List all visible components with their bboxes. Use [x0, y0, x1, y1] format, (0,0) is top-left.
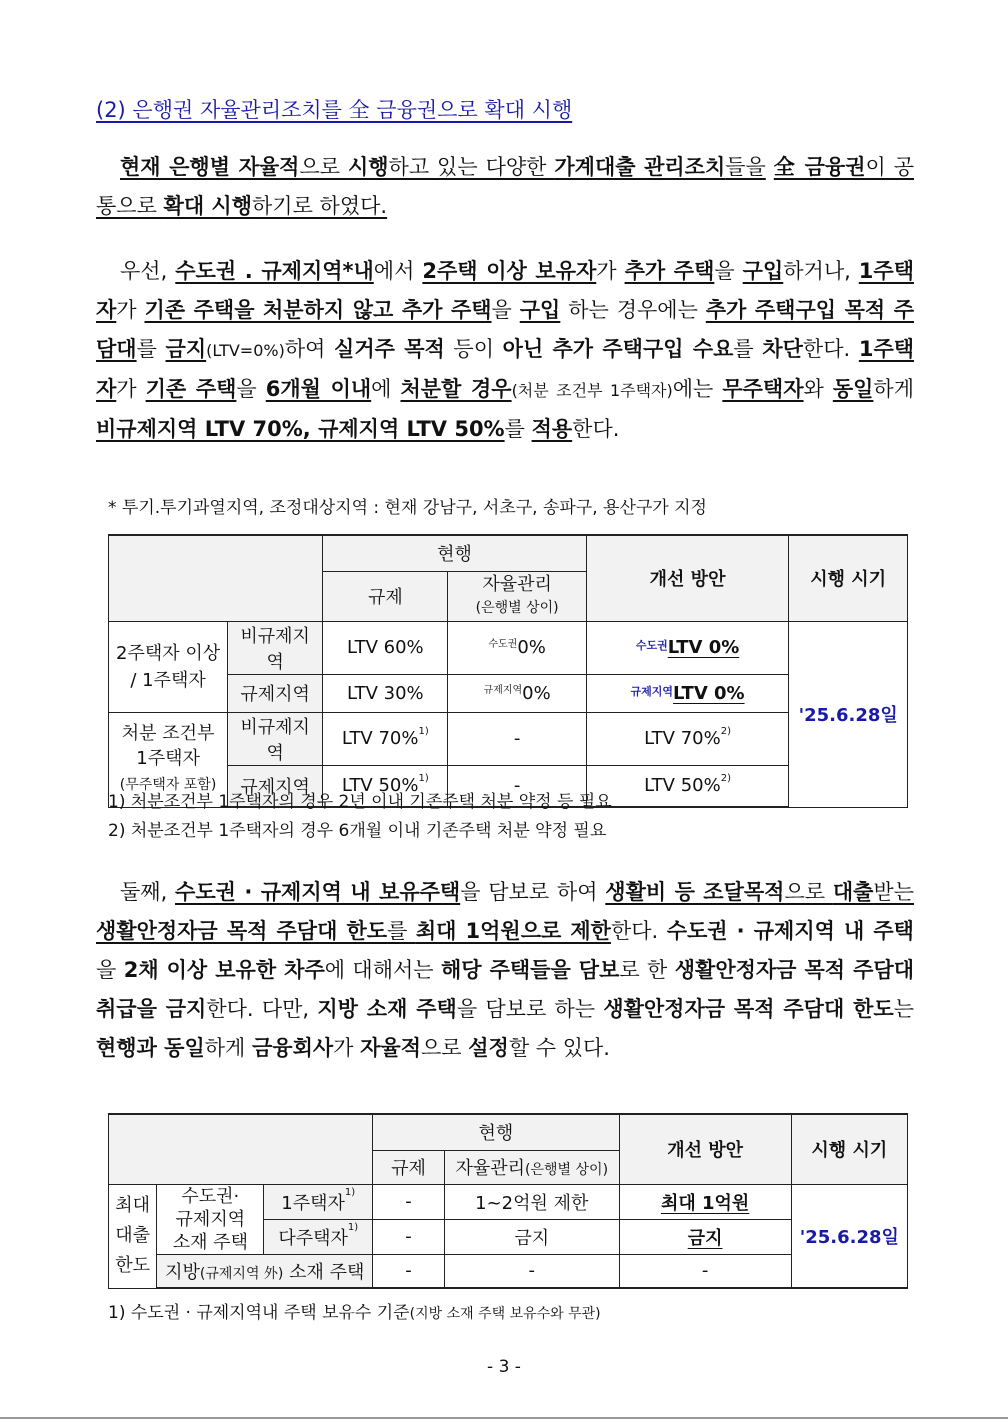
p3-span: 둘째,	[120, 880, 176, 904]
p3-span: 할 수 있다.	[508, 1036, 610, 1060]
p3-span: 생활비 등 조달목적	[605, 880, 785, 904]
row-label: 비규제지역	[228, 712, 323, 765]
group-line: 한도	[115, 1255, 151, 1276]
p2-span: (LTV=0%)	[206, 341, 285, 360]
p2-span: 금지	[165, 337, 207, 361]
p3-span: 을 담보로 하여	[460, 880, 606, 904]
table1-notes	[108, 788, 612, 846]
group-capital-area	[157, 1184, 264, 1254]
cell-sup: 2)	[720, 773, 731, 785]
header-self-label: 자율관리	[455, 1158, 526, 1179]
p2-span: 을	[714, 259, 743, 283]
p3-span: 는	[893, 997, 914, 1021]
cell-value: 금지	[687, 1227, 723, 1249]
ltv-table	[108, 534, 908, 808]
p1-span: 하기로 하였다.	[252, 194, 388, 218]
p3-span: 2채 이상 보유한 차주	[123, 958, 325, 982]
cell-value: LTV 70%	[341, 728, 419, 749]
p2-span: 1주택자	[96, 337, 915, 401]
paragraph-3	[96, 873, 914, 1068]
header-self-management	[444, 1150, 619, 1184]
header-self-management	[448, 571, 586, 621]
cell-self	[448, 674, 586, 712]
p3-span: 받는	[873, 880, 914, 904]
header-time: 시행 시기	[789, 535, 908, 621]
p2-span: 추가 주택	[624, 259, 715, 283]
p3-span: 에 대해서는	[324, 958, 441, 982]
table-corner	[109, 1114, 373, 1184]
header-improve: 개선 방안	[619, 1114, 791, 1184]
cell-regulation: -	[373, 1184, 445, 1219]
p2-span: 처분할 경우	[400, 377, 512, 401]
group-line: 최대	[115, 1195, 151, 1216]
cell-regulation: LTV 30%	[323, 674, 448, 712]
cell-sup: 수도권	[488, 639, 518, 650]
p2-span: 기존 주택	[145, 377, 237, 401]
header-self-sub: (은행별 상이)	[475, 599, 559, 616]
p3-span: 설정	[468, 1036, 509, 1060]
p3-span: 을 담보로 하는	[456, 997, 604, 1021]
p3-span: 자율적	[360, 1036, 421, 1060]
p3-span: 생활안정자금 목적 주담대 취급을 금지	[96, 958, 914, 1021]
group-line: 수도권·	[181, 1185, 240, 1207]
cell-value: 0%	[522, 682, 551, 704]
p2-span: 한다.	[572, 417, 620, 441]
p2-span: 에서	[373, 259, 423, 283]
p3-span: 가	[333, 1036, 361, 1060]
cell-improve	[586, 712, 789, 765]
cell-sup: 규제지역	[483, 684, 523, 696]
p3-span: 수도권 · 규제지역 내 보유주택	[175, 880, 461, 904]
section-title: (2) 은행권 자율관리조치를 全 금융권으로 확대 시행	[96, 98, 573, 122]
row-label: 규제지역	[228, 765, 323, 807]
time-cell: '25.6.28일	[789, 621, 908, 807]
group-line: 소재 주택	[172, 1231, 248, 1253]
p3-span: 를	[387, 919, 416, 943]
cell-improve	[586, 674, 789, 712]
p2-span: 하는 경우에는	[560, 298, 706, 322]
note-text: 1) 수도권 · 규제지역내 주택 보유수 기준	[108, 1303, 410, 1323]
cell-self: -	[448, 765, 586, 807]
p2-span: 를	[136, 337, 166, 361]
cell-regulation: -	[373, 1219, 445, 1254]
page-number: - 3 -	[487, 1357, 521, 1377]
p2-span: 비규제지역 LTV 70%, 규제지역 LTV 50%	[96, 417, 505, 441]
p3-span: 대출	[832, 880, 874, 904]
cell-value: LTV 0%	[673, 682, 745, 704]
cell-self	[448, 621, 586, 674]
p2-span: 를	[504, 417, 532, 441]
p3-span: 수도권 · 규제지역 내 주택	[666, 919, 914, 943]
cell-sup: 1)	[344, 1186, 356, 1198]
p2-span: 기존 주택을 처분하지 않고 추가 주택	[144, 298, 492, 322]
p2-span: 무주택자	[722, 377, 804, 401]
p3-span: 금융회사	[252, 1036, 334, 1060]
p3-span: 한다. 다만,	[206, 997, 318, 1021]
cell-value: LTV 50%	[644, 775, 721, 797]
p1-span: 으로	[299, 155, 348, 179]
p1-span: 全 금융권	[773, 155, 866, 179]
p2-span: 등이	[444, 337, 503, 361]
p2-span: 1주택자	[96, 259, 914, 322]
cell-value: LTV 0%	[667, 637, 740, 658]
cell-sup: 1)	[418, 773, 429, 785]
cell-self: 1~2억원 제한	[444, 1184, 619, 1219]
cell-value: (규제지역 外)	[199, 1265, 284, 1282]
table1-note: 1) 처분조건부 1주택자의 경우 2년 이내 기존주택 처분 약정 등 필요	[108, 792, 612, 812]
cell-sup: 규제지역	[630, 684, 674, 698]
group-line: 규제지역	[175, 1208, 246, 1230]
header-self-sub: (은행별 상이)	[525, 1162, 609, 1178]
cell-regulation: -	[373, 1254, 445, 1288]
table2-note	[108, 1299, 601, 1329]
cell-sup: 수도권	[635, 639, 668, 652]
row-label: 비규제지역	[228, 621, 323, 674]
p2-span: 구입	[519, 298, 561, 322]
p2-span: 실거주 목적	[334, 337, 445, 361]
header-time: 시행 시기	[791, 1114, 907, 1184]
group-line: 대출	[115, 1225, 151, 1246]
page-bottom-divider	[0, 1417, 1008, 1419]
p3-span: 현행과 동일	[96, 1036, 205, 1060]
group-max-limit	[109, 1184, 157, 1288]
p2-span: 차단	[762, 337, 803, 361]
p2-span: (처분 조건부 1주택자)	[511, 381, 673, 400]
cell-improve: -	[619, 1254, 791, 1288]
row-label	[157, 1254, 373, 1288]
p1-span: 시행	[347, 155, 389, 179]
row-label: 규제지역	[228, 674, 323, 712]
loan-limit-table	[108, 1113, 908, 1289]
header-improve: 개선 방안	[586, 535, 789, 621]
p2-span: 동일	[832, 377, 874, 401]
p3-span: 최대 1억원으로 제한	[415, 919, 611, 943]
p3-span: 해당 주택들을 담보	[440, 958, 620, 982]
p2-span: 한다.	[802, 337, 859, 361]
group-line: 1주택자	[136, 748, 200, 769]
cell-improve	[619, 1184, 791, 1219]
footnote-star: * 투기.투기과열지역, 조정대상지역 : 현재 강남구, 서초구, 송파구, 용산구가 지정	[108, 498, 707, 518]
header-regulation: 규제	[323, 571, 448, 621]
p2-span: 수도권 . 규제지역*내	[175, 259, 374, 283]
p2-span: 우선,	[120, 259, 176, 283]
cell-value: 0%	[517, 637, 546, 658]
p3-span: 을	[96, 958, 124, 982]
cell-value: 다주택자	[278, 1227, 348, 1249]
p2-span: 2주택 이상 보유자	[422, 259, 597, 283]
p1-span: 현재 은행별 자율적	[120, 155, 300, 179]
p2-span: 를	[733, 337, 763, 361]
p1-span: 들을	[725, 155, 766, 179]
p1-span: 가계대출 관리조치	[554, 155, 726, 179]
group-line: (무주택자 포함)	[119, 777, 217, 793]
cell-self: 금지	[444, 1219, 619, 1254]
p3-span: 으로	[784, 880, 833, 904]
p3-span: 하게	[204, 1036, 252, 1060]
p3-span: 생활안정자금 목적 주담대 한도	[96, 919, 388, 943]
p2-span: 하게	[873, 377, 914, 401]
cell-improve	[586, 621, 789, 674]
table-corner	[109, 535, 323, 621]
p2-span: 와	[803, 377, 833, 401]
cell-sup: 1)	[347, 1221, 359, 1233]
p2-span: 추가 주택구입 목적 주담대	[96, 298, 914, 361]
p3-span: 로 한	[619, 958, 675, 982]
cell-self: -	[448, 712, 586, 765]
header-self-label: 자율관리	[482, 573, 552, 595]
cell-value: 1주택자	[281, 1192, 345, 1214]
p2-span: 에	[371, 377, 401, 401]
cell-value: LTV 70%	[644, 728, 721, 749]
p1-span: 확대 시행	[163, 194, 253, 218]
p2-span: 가	[116, 298, 145, 322]
cell-value: 소재 주택	[283, 1261, 365, 1283]
p2-span: 아닌 추가 주택구입 수요	[502, 337, 734, 361]
header-current: 현행	[373, 1114, 619, 1150]
p2-span: 에는	[672, 377, 723, 401]
p3-span: 생활안정자금 목적 주담대 한도	[603, 997, 894, 1021]
row-label	[264, 1219, 373, 1254]
p2-span: 을	[491, 298, 520, 322]
p3-span: 으로	[420, 1036, 469, 1060]
paragraph-1	[96, 148, 914, 226]
p2-span: 가	[596, 259, 625, 283]
cell-sup: 2)	[720, 726, 731, 737]
cell-value: 지방	[165, 1261, 200, 1283]
cell-sup: 1)	[418, 726, 429, 737]
time-cell: '25.6.28일	[791, 1184, 907, 1288]
cell-regulation	[323, 712, 448, 765]
p2-span: 을	[236, 377, 266, 401]
table1-note: 2) 처분조건부 1주택자의 경우 6개월 이내 기존주택 처분 약정 필요	[108, 821, 607, 841]
p1-span: 하고 있는 다양한	[388, 155, 555, 179]
p2-span: 적용	[531, 417, 573, 441]
group-line: 처분 조건부	[121, 723, 215, 744]
group-multi-home: 2주택자 이상 / 1주택자	[109, 621, 228, 712]
cell-value: LTV 50%	[341, 775, 419, 797]
cell-self: -	[444, 1254, 619, 1288]
cell-regulation: LTV 60%	[323, 621, 448, 674]
p3-span: 지방 소재 주택	[317, 997, 457, 1021]
cell-improve	[586, 765, 789, 807]
p2-span: 하거나,	[783, 259, 859, 283]
p3-span: 한다.	[610, 919, 667, 943]
header-regulation: 규제	[373, 1150, 445, 1184]
row-label	[264, 1184, 373, 1219]
header-current: 현행	[323, 535, 587, 571]
p2-span: 가	[116, 377, 146, 401]
cell-improve	[619, 1219, 791, 1254]
p2-span: 구입	[742, 259, 784, 283]
p2-span: 6개월 이내	[265, 377, 372, 401]
p1-span: 이 공통으로	[96, 155, 914, 218]
paragraph-2	[96, 252, 914, 449]
p2-span: 하여	[284, 337, 335, 361]
cell-value: 최대 1억원	[660, 1192, 750, 1214]
note-text: (지방 소재 주택 보유수와 무관)	[409, 1306, 601, 1322]
